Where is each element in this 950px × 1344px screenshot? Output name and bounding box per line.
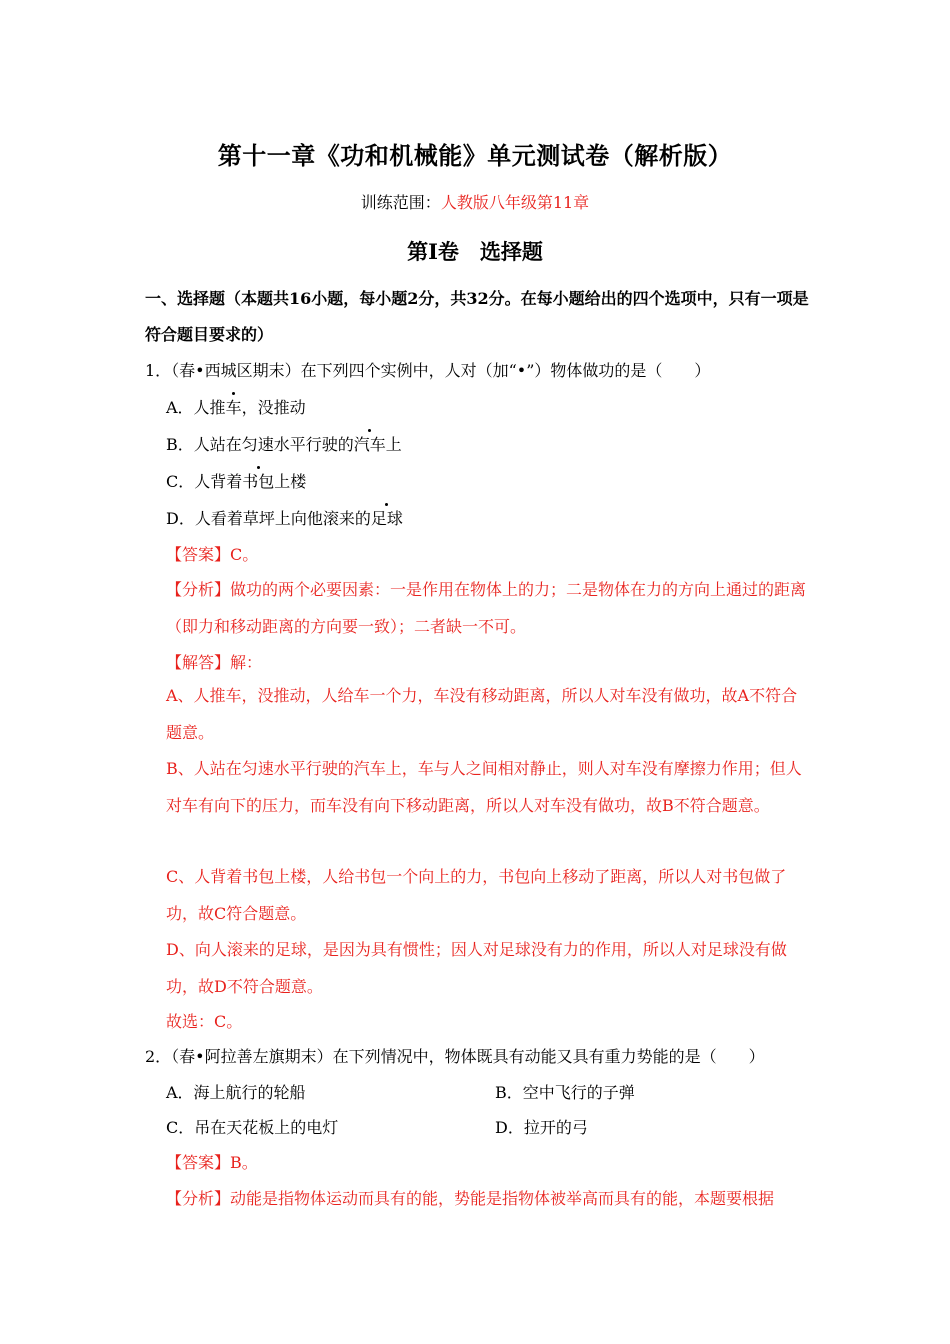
q1-option-d-text: D．人看着草坪上向他滚来的: [166, 509, 371, 528]
q1-option-c-text: C．人背着: [166, 472, 243, 491]
q1-choice: 故选：C。: [166, 1012, 243, 1031]
q1-solution-label: 解：: [230, 653, 263, 672]
q1-option-a-rest: ，没推动: [241, 398, 306, 417]
q1-option-d: [166, 507, 403, 531]
q2-option-c: C．吊在天花板上的电灯: [166, 1118, 339, 1137]
q1-option-b: [166, 433, 402, 457]
q1-option-a-text: A．人推: [166, 398, 226, 417]
q2-answer: 【答案】B。: [166, 1153, 258, 1172]
q1-analysis-text: 做功的两个必要因素：一是作用在物体上的力；二是物体在力的方向上通过的距离（即力和移动距离的方向要一致）；二者缺一不可。: [166, 580, 807, 636]
q1-option-b-rest: 上: [385, 435, 402, 454]
scope-value: 人教版八年级第11章: [440, 193, 590, 212]
q1-option-a-dotted: 车: [226, 396, 242, 420]
q1-solution-a: A、人推车，没推动，人给车一个力，车没有移动距离，所以人对车没有做功，故A不符合题意。: [166, 686, 798, 742]
q1-analysis: [166, 571, 808, 645]
q1-solution-d: D、向人滚来的足球，是因为具有惯性；因人对足球没有力的作用，所以人对足球没有做功，故D不符合题意。: [166, 940, 787, 996]
q1-option-b-text: B．人站在匀速水平行驶的: [166, 435, 354, 454]
q1-answer: 【答案】C。: [166, 545, 259, 564]
q2-option-d: D．拉开的弓: [495, 1118, 588, 1137]
q1-option-c-rest: 上楼: [274, 472, 307, 491]
section-title: 第Ⅰ卷 选择题: [407, 239, 543, 264]
q1-solution-header: [166, 651, 262, 675]
q2-option-a: A．海上航行的轮船: [166, 1083, 306, 1102]
q1-option-d-dotted: 足球: [371, 507, 403, 531]
training-scope: [0, 190, 950, 213]
q2-analysis: [166, 1187, 774, 1211]
q1-option-a: [166, 396, 306, 420]
q1-analysis-tag: 【分析】: [166, 580, 231, 599]
q2-analysis-text: 动能是指物体运动而具有的能，势能是指物体被举高而具有的能，本题要根据: [230, 1189, 775, 1208]
q1-option-c: [166, 470, 306, 494]
q2-option-b: B．空中飞行的子弹: [495, 1083, 635, 1102]
section-intro: 一、选择题（本题共16小题，每小题2分，共32分。在每小题给出的四个选项中，只有一项是符合题目要求的）: [145, 289, 809, 344]
document-title: 第十一章《功和机械能》单元测试卷（解析版）: [217, 141, 733, 170]
q1-option-b-dotted: 汽车: [354, 433, 386, 457]
q1-option-c-dotted: 书包: [242, 470, 274, 494]
q1-solution-b: B、人站在匀速水平行驶的汽车上，车与人之间相对静止，则人对车没有摩擦力作用；但人对车有向下的压力，而车没有向下移动距离，所以人对车没有做功，故B不符合题意。: [166, 759, 802, 815]
q1-solution-tag: 【解答】: [166, 653, 231, 672]
q2-stem: 2．（春•阿拉善左旗期末）在下列情况中，物体既具有动能又具有重力势能的是（ ）: [145, 1047, 765, 1066]
q2-analysis-tag: 【分析】: [166, 1189, 231, 1208]
scope-label: 训练范围：: [360, 193, 441, 212]
q1-solution-c: C、人背着书包上楼，人给书包一个向上的力，书包向上移动了距离，所以人对书包做了功，故C符合题意。: [166, 867, 787, 923]
q1-stem: 1．（春•西城区期末）在下列四个实例中，人对（加“•”）物体做功的是（ ）: [145, 361, 711, 380]
